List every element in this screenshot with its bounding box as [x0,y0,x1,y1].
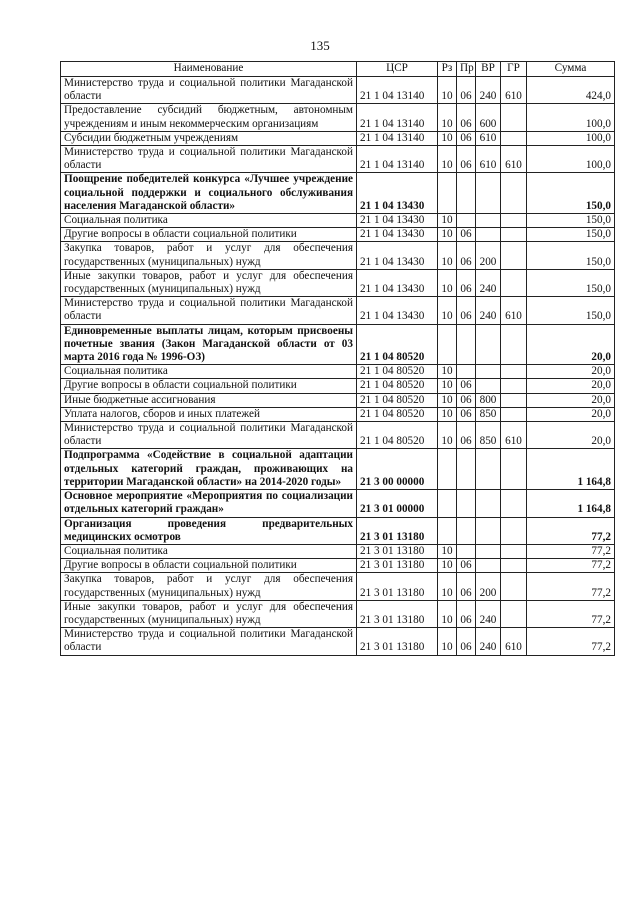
cell-rz: 10 [438,77,457,104]
cell-csr: 21 3 01 13180 [357,559,438,573]
cell-rz: 10 [438,544,457,558]
budget-table [60,61,615,656]
cell-csr: 21 1 04 80520 [357,393,438,407]
cell-rz: 10 [438,559,457,573]
cell-pr: 06 [457,559,476,573]
cell-gr [501,600,527,627]
cell-sum: 100,0 [527,131,615,145]
cell-vr: 850 [476,422,501,449]
cell-pr: 06 [457,379,476,393]
cell-pr [457,324,476,365]
cell-pr [457,490,476,517]
cell-name: Единовременные выплаты лицам, которым присвоены почетные звания (Закон Магаданской области от 03 марта 2016 года № 1996-ОЗ) [61,324,357,365]
cell-name: Уплата налогов, сборов и иных платежей [61,407,357,421]
cell-sum: 150,0 [527,297,615,324]
cell-vr: 240 [476,77,501,104]
cell-vr [476,324,501,365]
table-row [61,393,615,407]
cell-name: Иные закупки товаров, работ и услуг для обеспечения государственных (муниципальных) нужд [61,600,357,627]
cell-name: Основное мероприятие «Мероприятия по социализации отдельных категорий граждан» [61,490,357,517]
header-csr: ЦСР [357,62,438,77]
cell-sum: 77,2 [527,559,615,573]
cell-gr [501,131,527,145]
cell-csr: 21 1 04 80520 [357,379,438,393]
cell-vr [476,173,501,214]
cell-name: Министерство труда и социальной политики Магаданской области [61,77,357,104]
table-row [61,214,615,228]
cell-vr [476,544,501,558]
cell-name: Социальная политика [61,214,357,228]
cell-sum: 20,0 [527,365,615,379]
cell-name: Министерство труда и социальной политики Магаданской области [61,422,357,449]
cell-csr: 21 1 04 13430 [357,214,438,228]
table-row [61,131,615,145]
cell-name: Закупка товаров, работ и услуг для обеспечения государственных (муниципальных) нужд [61,573,357,600]
cell-csr: 21 1 04 80520 [357,407,438,421]
cell-vr [476,214,501,228]
cell-csr: 21 1 04 80520 [357,324,438,365]
cell-csr: 21 1 04 13430 [357,242,438,269]
cell-csr: 21 1 04 13430 [357,297,438,324]
cell-sum: 20,0 [527,324,615,365]
cell-name: Предоставление субсидий бюджетным, автономным учреждениям и иным некоммерческим организациям [61,104,357,131]
cell-rz: 10 [438,393,457,407]
cell-sum: 77,2 [527,628,615,655]
cell-vr: 200 [476,573,501,600]
cell-name: Иные закупки товаров, работ и услуг для обеспечения государственных (муниципальных) нужд [61,269,357,296]
cell-sum: 20,0 [527,422,615,449]
cell-gr [501,173,527,214]
cell-pr: 06 [457,297,476,324]
table-row [61,379,615,393]
cell-gr [501,490,527,517]
cell-name: Другие вопросы в области социальной политики [61,559,357,573]
cell-name: Социальная политика [61,544,357,558]
cell-name: Министерство труда и социальной политики Магаданской области [61,628,357,655]
cell-csr: 21 3 01 13180 [357,573,438,600]
cell-csr: 21 3 01 13180 [357,517,438,544]
cell-sum: 77,2 [527,600,615,627]
cell-sum: 150,0 [527,269,615,296]
cell-pr: 06 [457,131,476,145]
cell-rz [438,449,457,490]
cell-pr [457,517,476,544]
header-gr: ГР [501,62,527,77]
header-sum: Сумма [527,62,615,77]
cell-pr [457,173,476,214]
table-row [61,269,615,296]
cell-pr [457,449,476,490]
cell-vr [476,490,501,517]
cell-pr [457,214,476,228]
cell-rz: 10 [438,104,457,131]
cell-sum: 20,0 [527,379,615,393]
table-row [61,517,615,544]
cell-name: Иные бюджетные ассигнования [61,393,357,407]
cell-csr: 21 1 04 13430 [357,173,438,214]
cell-rz: 10 [438,379,457,393]
cell-rz: 10 [438,600,457,627]
cell-vr: 240 [476,297,501,324]
cell-rz: 10 [438,407,457,421]
cell-pr: 06 [457,242,476,269]
cell-sum: 100,0 [527,104,615,131]
cell-vr: 850 [476,407,501,421]
cell-rz: 10 [438,365,457,379]
cell-sum: 77,2 [527,517,615,544]
table-row [61,449,615,490]
table-header-row [61,62,615,77]
cell-rz [438,490,457,517]
table-row [61,242,615,269]
cell-sum: 1 164,8 [527,490,615,517]
cell-rz: 10 [438,422,457,449]
cell-rz [438,517,457,544]
cell-csr: 21 3 01 13180 [357,628,438,655]
cell-vr [476,559,501,573]
cell-rz: 10 [438,131,457,145]
cell-rz [438,324,457,365]
table-row [61,104,615,131]
cell-name: Подпрограмма «Содействие в социальной адаптации отдельных категорий граждан, проживающих на территории Магаданской области» на 2014-2020 годы» [61,449,357,490]
cell-rz: 10 [438,242,457,269]
cell-pr: 06 [457,628,476,655]
header-pr: Пр [457,62,476,77]
cell-rz: 10 [438,269,457,296]
cell-pr [457,544,476,558]
cell-vr: 610 [476,146,501,173]
cell-pr: 06 [457,600,476,627]
cell-pr: 06 [457,573,476,600]
cell-name: Другие вопросы в области социальной политики [61,228,357,242]
cell-rz: 10 [438,228,457,242]
cell-pr: 06 [457,269,476,296]
cell-csr: 21 1 04 80520 [357,365,438,379]
table-row [61,573,615,600]
cell-sum: 20,0 [527,407,615,421]
table-body [61,77,615,656]
cell-vr [476,228,501,242]
cell-gr: 610 [501,297,527,324]
cell-sum: 77,2 [527,544,615,558]
cell-name: Другие вопросы в области социальной политики [61,379,357,393]
cell-sum: 77,2 [527,573,615,600]
cell-csr: 21 3 00 00000 [357,449,438,490]
cell-rz: 10 [438,628,457,655]
cell-vr [476,365,501,379]
cell-pr: 06 [457,393,476,407]
cell-name: Поощрение победителей конкурса «Лучшее учреждение социальной поддержки и социального обслуживания населения Магаданской области» [61,173,357,214]
table-row [61,544,615,558]
cell-rz: 10 [438,214,457,228]
cell-csr: 21 1 04 13140 [357,104,438,131]
cell-pr: 06 [457,77,476,104]
cell-gr [501,104,527,131]
cell-csr: 21 1 04 80520 [357,422,438,449]
cell-name: Министерство труда и социальной политики Магаданской области [61,146,357,173]
cell-vr [476,379,501,393]
cell-name: Субсидии бюджетным учреждениям [61,131,357,145]
cell-gr [501,517,527,544]
cell-rz: 10 [438,146,457,173]
cell-name: Организация проведения предварительных медицинских осмотров [61,517,357,544]
cell-gr [501,393,527,407]
cell-pr: 06 [457,228,476,242]
cell-gr [501,379,527,393]
cell-gr: 610 [501,628,527,655]
cell-gr [501,365,527,379]
cell-pr: 06 [457,104,476,131]
cell-sum: 150,0 [527,214,615,228]
table-row [61,146,615,173]
cell-sum: 424,0 [527,77,615,104]
cell-vr: 610 [476,131,501,145]
cell-vr [476,517,501,544]
cell-vr: 800 [476,393,501,407]
cell-gr [501,269,527,296]
cell-vr: 200 [476,242,501,269]
cell-pr: 06 [457,422,476,449]
cell-csr: 21 1 04 13430 [357,228,438,242]
cell-rz: 10 [438,573,457,600]
cell-gr [501,324,527,365]
cell-gr [501,544,527,558]
cell-gr [501,407,527,421]
cell-gr [501,228,527,242]
table-row [61,600,615,627]
cell-name: Министерство труда и социальной политики Магаданской области [61,297,357,324]
header-vr: ВР [476,62,501,77]
cell-gr [501,559,527,573]
cell-pr [457,365,476,379]
cell-csr: 21 3 01 13180 [357,544,438,558]
cell-sum: 150,0 [527,242,615,269]
cell-name: Социальная политика [61,365,357,379]
cell-gr [501,573,527,600]
cell-sum: 150,0 [527,228,615,242]
cell-pr: 06 [457,407,476,421]
cell-vr: 240 [476,269,501,296]
cell-vr: 600 [476,104,501,131]
table-row [61,628,615,655]
cell-csr: 21 1 04 13140 [357,131,438,145]
table-row [61,490,615,517]
table-row [61,228,615,242]
cell-sum: 1 164,8 [527,449,615,490]
cell-vr: 240 [476,600,501,627]
cell-csr: 21 3 01 00000 [357,490,438,517]
cell-csr: 21 1 04 13140 [357,146,438,173]
cell-vr [476,449,501,490]
cell-vr: 240 [476,628,501,655]
cell-csr: 21 1 04 13140 [357,77,438,104]
cell-gr [501,242,527,269]
cell-gr: 610 [501,77,527,104]
cell-rz: 10 [438,297,457,324]
table-row [61,407,615,421]
table-row [61,173,615,214]
cell-rz [438,173,457,214]
table-row [61,422,615,449]
cell-csr: 21 3 01 13180 [357,600,438,627]
table-row [61,559,615,573]
table-row [61,297,615,324]
cell-pr: 06 [457,146,476,173]
cell-gr: 610 [501,422,527,449]
cell-name: Закупка товаров, работ и услуг для обеспечения государственных (муниципальных) нужд [61,242,357,269]
header-name: Наименование [61,62,357,77]
header-rz: Рз [438,62,457,77]
page-number: 135 [310,38,330,53]
cell-gr [501,214,527,228]
cell-gr: 610 [501,146,527,173]
table-row [61,324,615,365]
table-row [61,365,615,379]
cell-sum: 20,0 [527,393,615,407]
cell-csr: 21 1 04 13430 [357,269,438,296]
cell-sum: 150,0 [527,173,615,214]
cell-gr [501,449,527,490]
table-row [61,77,615,104]
cell-sum: 100,0 [527,146,615,173]
